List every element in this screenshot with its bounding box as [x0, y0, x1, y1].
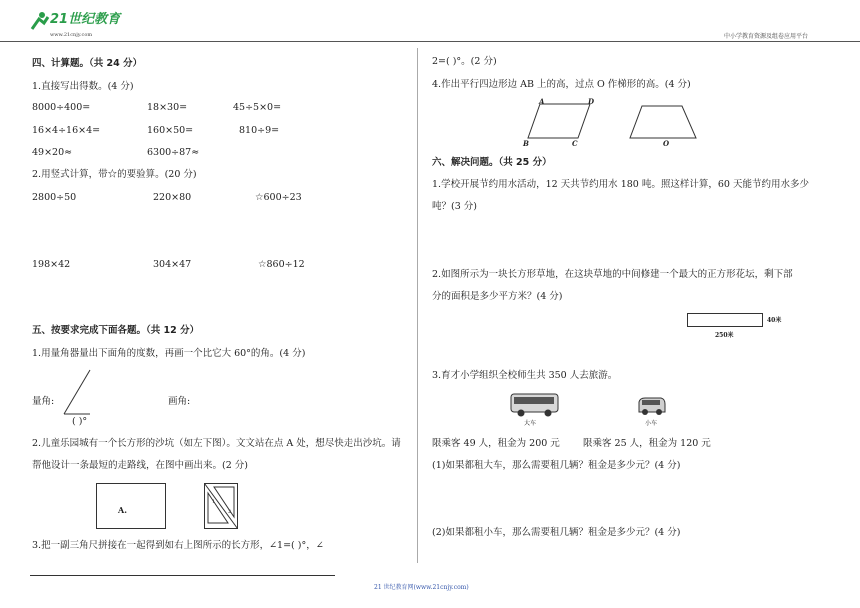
small-bus-icon — [637, 396, 667, 416]
q6-3: 3.育才小学组织全校师生共 350 人去旅游。 — [432, 370, 618, 381]
calc-item: 16×4÷16×4= — [32, 125, 101, 136]
q6-3-1: (1)如果都租大车，那么需要租几辆？租金是多少元？(4 分) — [432, 460, 681, 471]
vertex-d: D — [588, 97, 595, 106]
footer-text: 21 世纪教育网(www.21cnjy.com) — [374, 584, 469, 591]
trapezoid-figure — [628, 104, 698, 140]
vertical-calc-item: 198×42 — [32, 259, 71, 270]
logo-text: 21世纪教育 — [50, 12, 121, 27]
calc-item: 49×20≈ — [32, 147, 73, 158]
q6-2-line2: 分的面积是多少平方米？(4 分) — [432, 291, 563, 302]
q1-title: 1.直接写出得数。(4 分) — [32, 81, 134, 92]
calc-item: 18×30= — [147, 102, 188, 113]
section5-title: 五、按要求完成下面各题。（共 12 分） — [32, 325, 200, 336]
big-bus-icon — [510, 392, 560, 418]
q2-title: 2.用竖式计算，带☆的要验算。(20 分) — [32, 169, 197, 180]
header-rule — [0, 41, 860, 42]
column-divider — [417, 48, 418, 563]
measure-label: 量角: — [32, 396, 55, 407]
footer-rule — [30, 575, 335, 576]
big-bus-label: 大车 — [524, 420, 537, 427]
vertical-calc-item: ☆860÷12 — [258, 259, 305, 270]
q5-4: 4.作出平行四边形边 AB 上的高，过点 O 作梯形的高。(4 分) — [432, 79, 691, 90]
q5-2-line2: 帮他设计一条最短的走路线，在图中画出来。(2 分) — [32, 460, 248, 471]
angle-figure — [62, 368, 92, 418]
q5-3: 3.把一副三角尺拼接在一起得到如右上图所示的长方形，∠1=( )°，∠ — [32, 540, 324, 551]
q6-3-2: (2)如果都租小车，那么需要租几辆？租金是多少元？(4 分) — [432, 527, 681, 538]
point-a-label: A. — [118, 505, 127, 515]
small-bus-info: 限乘客 25 人，租金为 120 元 — [583, 438, 711, 449]
point-o: O — [663, 139, 670, 148]
small-bus-label: 小车 — [645, 420, 658, 427]
section4-title: 四、计算题。（共 24 分） — [32, 58, 143, 69]
q5-2-line1: 2.儿童乐园城有一个长方形的沙坑（如左下图）。文文站在点 A 处，想尽快走出沙坑。请 — [32, 438, 401, 449]
platform-name: 中小学教育资源及组卷应用平台 — [724, 33, 809, 40]
degree-blank: ( )° — [72, 416, 88, 427]
calc-item: 810÷9= — [239, 125, 280, 136]
logo-url: www.21cnjy.com — [50, 32, 93, 38]
q5-1: 1.用量角器量出下面角的度数，再画一个比它大 60°的角。(4 分) — [32, 348, 306, 359]
vertical-calc-item: 304×47 — [153, 259, 192, 270]
vertex-c: C — [572, 139, 578, 148]
lawn-width-label: 250米 — [715, 332, 734, 339]
svg-text:2: 2 — [228, 509, 232, 515]
calc-item: 45÷5×0= — [233, 102, 282, 113]
vertex-a: A — [539, 97, 545, 106]
svg-text:1: 1 — [212, 499, 216, 505]
q6-2-line1: 2.如图所示为一块长方形草地，在这块草地的中间修建一个最大的正方形花坛，剩下部 — [432, 269, 793, 280]
vertical-calc-item: 220×80 — [153, 192, 192, 203]
section6-title: 六、解决问题。（共 25 分） — [432, 157, 552, 168]
sandpit-rectangle — [96, 483, 166, 529]
lawn-height-label: 40米 — [767, 317, 782, 324]
lawn-rectangle — [687, 313, 763, 327]
big-bus-info: 限乘客 49 人，租金为 200 元 — [432, 438, 560, 449]
logo-icon — [30, 11, 50, 31]
set-square-rectangle — [204, 483, 238, 529]
vertical-calc-item: ☆600÷23 — [255, 192, 302, 203]
q5-3-continued: 2=( )°。(2 分) — [432, 56, 497, 67]
vertical-calc-item: 2800÷50 — [32, 192, 77, 203]
calc-item: 8000÷400= — [32, 102, 91, 113]
vertex-b: B — [523, 139, 529, 148]
calc-item: 160×50= — [147, 125, 194, 136]
calc-item: 6300÷87≈ — [147, 147, 200, 158]
q6-1-line2: 吨？(3 分) — [432, 201, 477, 212]
draw-label: 画角: — [168, 396, 191, 407]
q6-1-line1: 1.学校开展节约用水活动，12 天共节约用水 180 吨。照这样计算，60 天能节约用水多少 — [432, 179, 809, 190]
